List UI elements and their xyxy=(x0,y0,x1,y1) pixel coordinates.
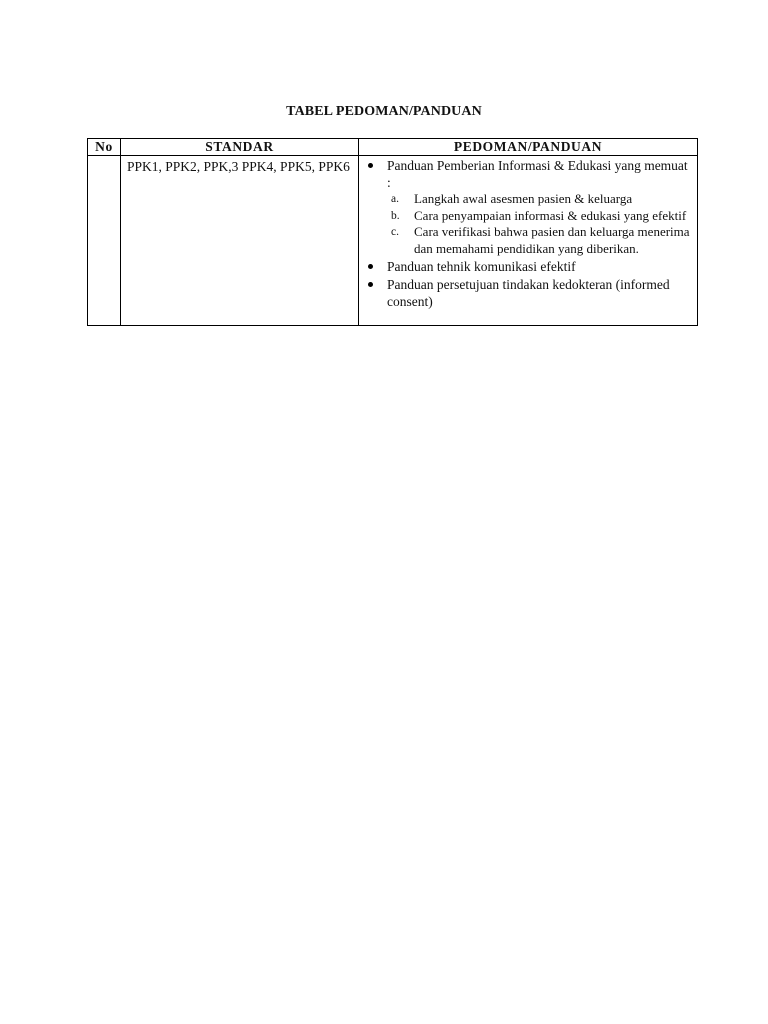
sub-list-item xyxy=(387,224,693,257)
page-title: TABEL PEDOMAN/PANDUAN xyxy=(286,104,482,119)
sub-list-item xyxy=(387,191,693,208)
column-header-standar: STANDAR xyxy=(121,139,359,156)
bullet-icon xyxy=(368,264,373,269)
list-item xyxy=(363,276,693,310)
sub-list-text: Cara penyampaian informasi & edukasi yang efektif xyxy=(414,207,687,223)
column-header-no: No xyxy=(88,139,121,156)
list-item-text: Panduan persetujuan tindakan kedokteran (informed consent) xyxy=(387,277,670,309)
column-header-pedoman: PEDOMAN/PANDUAN xyxy=(359,139,698,156)
guideline-table xyxy=(87,138,698,326)
sub-list-item xyxy=(387,208,693,225)
list-item xyxy=(363,258,693,275)
sub-list-marker: b. xyxy=(391,209,400,222)
list-item-text: Panduan Pemberian Informasi & Edukasi yang memuat : xyxy=(387,158,688,190)
bullet-icon xyxy=(368,282,373,287)
list-item-text: Panduan tehnik komunikasi efektif xyxy=(387,259,576,274)
cell-pedoman xyxy=(359,156,698,326)
sub-list-text: Cara verifikasi bahwa pasien dan keluarga menerima dan memahami pendidikan yang diberikan. xyxy=(414,224,690,256)
sub-list-marker: c. xyxy=(391,226,399,238)
bullet-icon xyxy=(368,163,373,168)
list-item xyxy=(363,157,693,257)
pedoman-list xyxy=(363,157,693,310)
sub-list-text: Langkah awal asesmen pasien & keluarga xyxy=(414,191,633,206)
table-row xyxy=(88,156,698,326)
sub-list xyxy=(387,191,693,257)
table-header-row xyxy=(88,139,698,156)
sub-list-marker: a. xyxy=(391,193,399,205)
cell-no xyxy=(88,156,121,326)
cell-standar: PPK1, PPK2, PPK,3 PPK4, PPK5, PPK6 xyxy=(121,156,359,326)
